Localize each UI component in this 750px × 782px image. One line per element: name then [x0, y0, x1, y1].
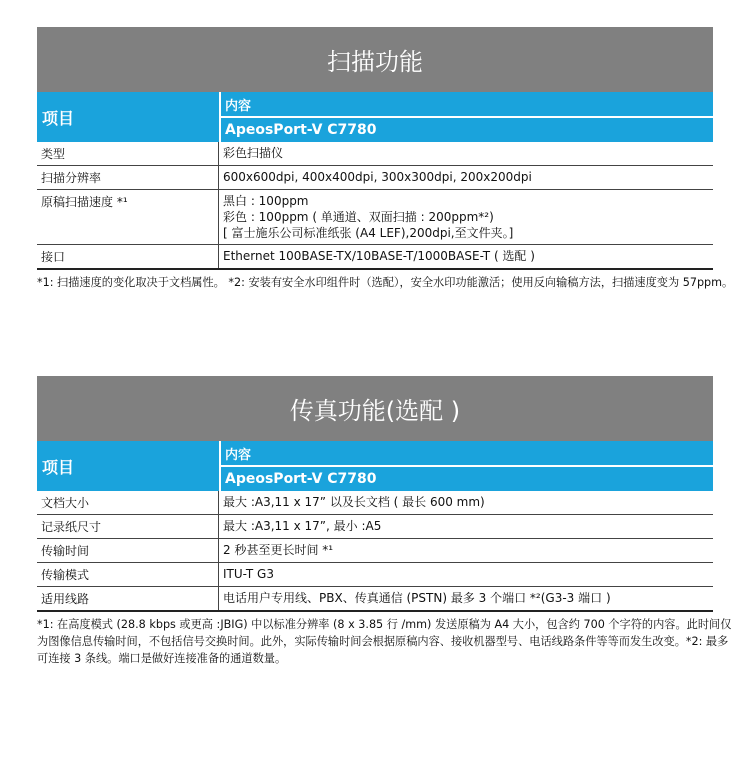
row-label: 类型	[37, 142, 219, 165]
row-label: 记录纸尺寸	[37, 515, 219, 538]
row-label: 适用线路	[37, 587, 219, 610]
row-value: 600x600dpi, 400x400dpi, 300x300dpi, 200x200dpi	[223, 170, 532, 184]
table-row	[37, 515, 713, 539]
row-value: 最大 :A3,11 x 17” 以及长文档 ( 最长 600 mm)	[223, 495, 485, 509]
row-label: 扫描分辨率	[37, 166, 219, 189]
row-label: 传输模式	[37, 563, 219, 586]
scan-footnote: *1: 扫描速度的变化取决于文档属性。 *2: 安装有安全水印组件时（选配），安全水印功能激活；使用反向输稿方法，扫描速度变为 57ppm。	[37, 276, 734, 289]
scan-title: 扫描功能	[37, 27, 713, 92]
fax-table-body	[37, 491, 713, 612]
table-row	[37, 245, 713, 268]
scan-table-body	[37, 142, 713, 270]
table-row	[37, 587, 713, 610]
header-content: 内容	[221, 441, 713, 467]
row-value: 最大 :A3,11 x 17”, 最小 :A5	[223, 519, 382, 533]
header-item: 项目	[42, 457, 75, 477]
row-label: 文档大小	[37, 491, 219, 514]
table-row	[37, 491, 713, 515]
table-row	[37, 563, 713, 587]
table-row	[37, 539, 713, 563]
row-value: 彩色扫描仪	[223, 146, 284, 160]
row-label: 传输时间	[37, 539, 219, 562]
row-label: 原稿扫描速度 *¹	[37, 190, 219, 244]
row-value: 电话用户专用线、PBX、传真通信 (PSTN) 最多 3 个端口 *²(G3-3 端口 )	[223, 591, 611, 605]
table-row	[37, 190, 713, 245]
row-value: [ 富士施乐公司标准纸张 (A4 LEF),200dpi,至文件夹。]	[223, 226, 514, 240]
fax-title: 传真功能(选配 )	[37, 376, 713, 441]
row-label: 接口	[37, 245, 219, 268]
scan-table-header	[37, 92, 713, 142]
header-model: ApeosPort-V C7780	[225, 122, 377, 138]
scan-section	[37, 27, 734, 291]
fax-table-header	[37, 441, 713, 491]
row-value: 黑白 : 100ppm	[223, 194, 309, 208]
row-value: ITU-T G3	[223, 567, 274, 581]
header-item: 项目	[42, 108, 75, 128]
table-row	[37, 166, 713, 190]
fax-footnote: *1: 在高度模式 (28.8 kbps 或更高 :JBIG) 中以标准分辨率 (8 x 3.85 行 /mm) 发送原稿为 A4 大小，包含约 700 个字符的内容。此时间仅为图像信息传输时间，不包括信号交换时间。此外，实际传输时间会根据原稿内容、接收机器型号、电话线路条件等等而发生改变。*2: 最多可连接 3 条线。端口是做好连接准备的通道数量。	[37, 618, 732, 665]
header-content: 内容	[221, 92, 713, 118]
row-value: Ethernet 100BASE-TX/10BASE-T/1000BASE-T ( 选配 )	[223, 249, 535, 263]
header-model: ApeosPort-V C7780	[225, 471, 377, 487]
fax-section	[37, 376, 732, 667]
row-value: 2 秒甚至更长时间 *¹	[223, 543, 334, 557]
table-row	[37, 142, 713, 166]
row-value: 彩色 : 100ppm ( 单通道、双面扫描 : 200ppm*²)	[223, 210, 494, 224]
